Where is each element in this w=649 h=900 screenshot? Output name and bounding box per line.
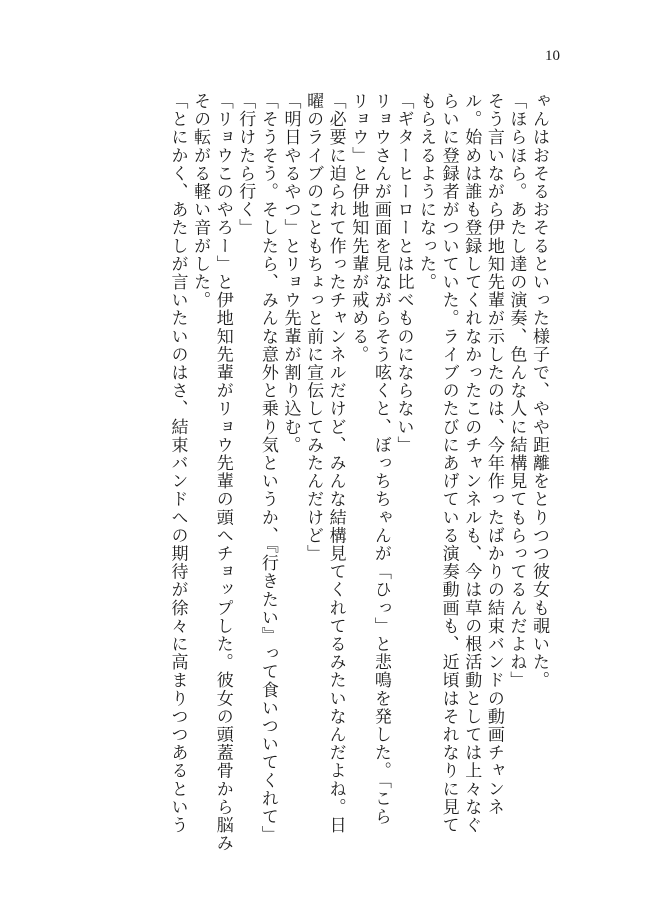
text-line-11: 曜のライブのこともちょっと前に宣伝してみたんだけど」 (303, 92, 324, 563)
text-line-5: らいに登録者がついていた。ライブのたびにあげている演奏動画も、近頃はそれなりに見て (438, 92, 459, 835)
text-line-13: 「そうそう。そしたら、みんな意外と乗り気というか、『行きたい』って食いついてくれて」 (257, 92, 278, 844)
body-text (108, 92, 550, 853)
text-line-6: もらえるようになった。 (416, 92, 437, 292)
text-line-17: 「とにかく、あたしが言いたいのはさ、結束バンドへの期待が徐々に高まりつつあるという (167, 92, 188, 835)
text-line-10: 「必要に迫られて作ったチャンネルだけど、みんな結構見てくれてるみたいなんだよね。日 (325, 92, 346, 835)
text-line-7: 「ギターヒーローとは比べものにならない」 (393, 92, 414, 454)
text-line-3: そう言いながら伊地知先輩が示したのは、今年作ったばかりの結束バンドの動画チャンネ (483, 92, 504, 816)
page-number: 10 (545, 48, 560, 64)
text-line-1: ゃんはおそるおそるといった様子で、やや距離をとりつつ彼女も覗いた。 (529, 92, 549, 690)
text-line-8: リョウさんが画面を見ながらそう呟くと、ぼっちちゃんが「ひっ」と悲鳴を発した。「こら (370, 92, 391, 826)
text-line-9: リョウ」と伊地知先輩が戒める。 (348, 92, 369, 364)
text-line-12: 「明日やるやつ」とリョウ先輩が割り込む。 (280, 92, 301, 454)
text-line-4: ル。始めは誰も登録してくれなかったこのチャンネルも、今は草の根活動としては上々なぐ (461, 92, 482, 835)
text-line-15: 「リョウこのやろー」と伊地知先輩がリョウ先輩の頭へチョップした。彼女の頭蓋骨から脳み (212, 92, 233, 853)
text-line-2: 「ほらほら。あたし達の演奏、色んな人に結構見てもらってるんだよね」 (506, 92, 527, 690)
text-line-16: その転がる軽い音がした。 (190, 92, 211, 310)
text-line-14: 「行けたら行く」 (235, 92, 256, 237)
